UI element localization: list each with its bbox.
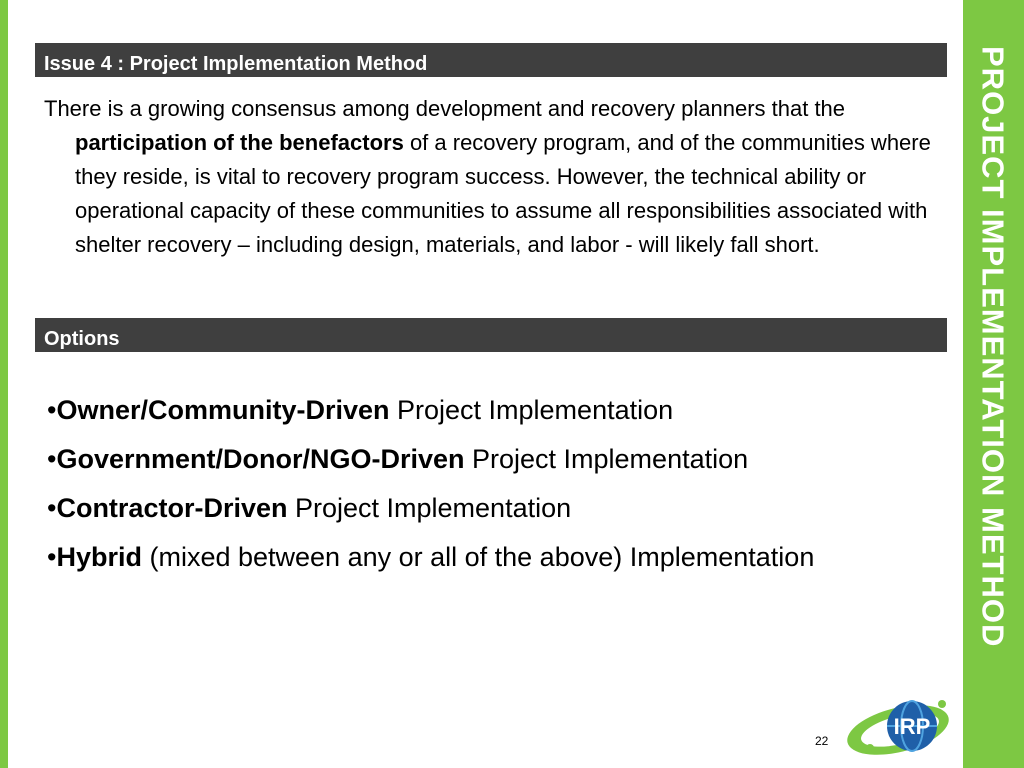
option-bold-label: Hybrid [56,542,142,572]
bullet-icon: • [47,493,57,523]
option-item [47,390,947,431]
options-header-label: Options [44,328,120,350]
option-item [47,537,947,578]
option-rest-label: Project Implementation [389,395,674,425]
options-list [47,390,947,586]
option-bold-label: Contractor-Driven [56,493,288,523]
logo-dot-1 [866,744,874,752]
page-number: 22 [815,734,829,748]
bullet-icon: • [47,444,57,474]
option-rest-label: Project Implementation [287,493,572,523]
options-header-bar [35,318,947,352]
option-item [47,439,947,480]
intro-text-part2: of a recovery program, and of the communities where they reside, is vital to recovery program success. However, the technical ability or operational capacity of these communities to assume all responsibilities associated with shelter recovery – including design, materials, and labor - will likely fall short. [75,130,931,257]
option-bold-label: Government/Donor/NGO-Driven [56,444,465,474]
option-rest-label: Project Implementation [464,444,749,474]
left-accent-strip [0,0,8,768]
intro-text-part1: There is a growing consensus among development and recovery planners that the [44,96,846,121]
irp-logo [840,692,956,764]
issue-header-bar [35,43,947,77]
bullet-icon: • [47,542,57,572]
issue-header-label: Issue 4 : Project Implementation Method [44,53,428,75]
option-bold-label: Owner/Community-Driven [56,395,390,425]
option-rest-label: (mixed between any or all of the above) Implementation [141,542,815,572]
side-title [965,46,1021,696]
option-item [47,488,947,529]
intro-paragraph [44,92,944,262]
logo-text: IRP [893,714,931,739]
side-title-text: PROJECT IMPLEMENTATION METHOD [975,46,1011,648]
logo-dot-2 [938,700,946,708]
intro-text-bold: participation of the benefactors [75,130,404,155]
bullet-icon: • [47,395,57,425]
